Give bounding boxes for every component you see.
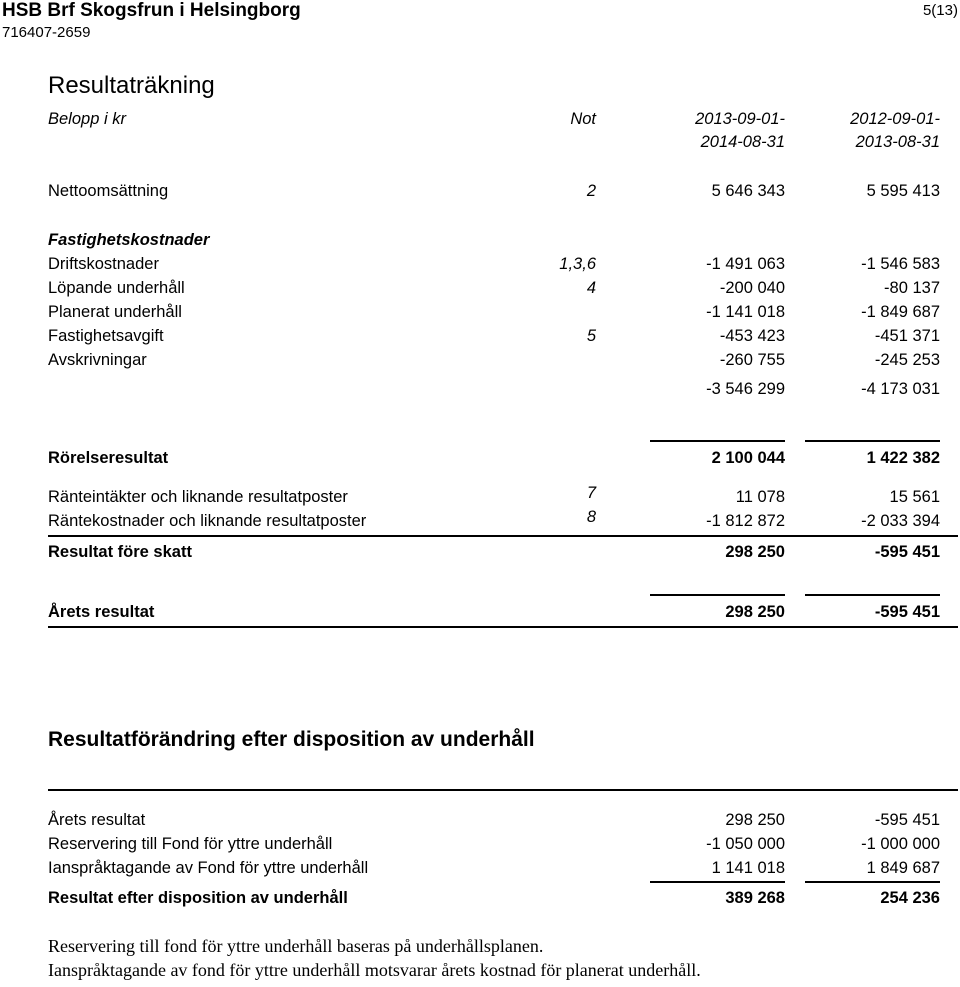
row-value-period2: -245 253 [874, 351, 940, 369]
row-value-period2: -451 371 [874, 327, 940, 345]
row-value-period2: 1 849 687 [866, 859, 940, 877]
organization-number: 716407-2659 [2, 24, 91, 41]
divider-line [48, 626, 958, 628]
column-header-period1-end: 2014-08-31 [700, 133, 785, 151]
row-value-period2: -1 546 583 [861, 255, 940, 273]
row-value-period2: 254 236 [880, 889, 940, 907]
row-value-period1: 2 100 044 [711, 449, 785, 467]
column-header-amount: Belopp i kr [48, 110, 126, 128]
row-note: 5 [586, 327, 596, 345]
section-heading-fastighetskostnader: Fastighetskostnader [48, 231, 210, 249]
row-label: Årets resultat [48, 811, 146, 829]
row-note: 4 [586, 279, 596, 297]
row-label: Planerat underhåll [48, 303, 182, 321]
footnote-ianspraktagande: Ianspråktagande av fond för yttre underhåll motsvarar årets kostnad för planerat underhåll. [48, 960, 701, 980]
row-value-period1: -1 141 018 [706, 303, 785, 321]
subtotal-period2: -4 173 031 [861, 380, 940, 398]
row-label: Fastighetsavgift [48, 327, 164, 345]
row-value-period2: -595 451 [874, 603, 940, 621]
row-label: Ränteintäkter och liknande resultatposter [48, 488, 348, 506]
row-note: 8 [586, 508, 596, 526]
row-label: Reservering till Fond för yttre underhåll [48, 835, 333, 853]
row-value-period1: -1 491 063 [706, 255, 785, 273]
row-value-period2: -1 849 687 [861, 303, 940, 321]
row-label: Resultat före skatt [48, 543, 192, 561]
row-value-period1: -1 050 000 [706, 835, 785, 853]
row-label: Löpande underhåll [48, 279, 185, 297]
row-label: Driftskostnader [48, 255, 159, 273]
divider-line [805, 440, 940, 442]
row-note: 1,3,6 [559, 255, 596, 273]
row-label: Ianspråktagande av Fond för yttre underhåll [48, 859, 369, 877]
row-label: Rörelseresultat [48, 449, 169, 467]
page-number: 5(13) [922, 2, 958, 19]
organization-name: HSB Brf Skogsfrun i Helsingborg [2, 0, 301, 21]
row-value-period2: -595 451 [874, 811, 940, 829]
divider-line [48, 789, 958, 791]
section-heading-disposition: Resultatförändring efter disposition av underhåll [48, 728, 535, 751]
row-value-period2: -2 033 394 [861, 512, 940, 530]
row-value-period2: 1 422 382 [866, 449, 940, 467]
row-label: Nettoomsättning [48, 182, 169, 200]
row-value-period1: 298 250 [725, 603, 785, 621]
row-value-period1: -260 755 [719, 351, 785, 369]
column-header-period1-start: 2013-09-01- [695, 110, 785, 128]
row-value-period2: -80 137 [884, 279, 940, 297]
row-value-period1: 11 078 [735, 488, 785, 506]
row-value-period2: 5 595 413 [866, 182, 940, 200]
page-title: Resultaträkning [48, 72, 215, 99]
column-header-note: Not [570, 110, 596, 128]
row-value-period1: -453 423 [719, 327, 785, 345]
row-value-period2: -1 000 000 [861, 835, 940, 853]
row-note: 2 [586, 182, 596, 200]
divider-line [805, 594, 940, 596]
row-value-period2: -595 451 [874, 543, 940, 561]
row-value-period1: -200 040 [719, 279, 785, 297]
row-note: 7 [586, 484, 596, 502]
column-header-period2-end: 2013-08-31 [855, 133, 940, 151]
footnote-reservering: Reservering till fond för yttre underhåll baseras på underhållsplanen. [48, 936, 544, 956]
row-value-period1: 298 250 [725, 543, 785, 561]
row-value-period1: 5 646 343 [711, 182, 785, 200]
row-value-period1: 298 250 [725, 811, 785, 829]
row-value-period1: 1 141 018 [711, 859, 785, 877]
divider-line [650, 594, 785, 596]
divider-line [650, 881, 785, 883]
column-header-period2-start: 2012-09-01- [850, 110, 940, 128]
row-value-period1: -1 812 872 [706, 512, 785, 530]
subtotal-period1: -3 546 299 [706, 380, 785, 398]
divider-line [650, 440, 785, 442]
row-label: Avskrivningar [48, 351, 147, 369]
row-label: Resultat efter disposition av underhåll [48, 889, 348, 907]
divider-line [48, 535, 958, 537]
row-label: Räntekostnader och liknande resultatposter [48, 512, 367, 530]
divider-line [805, 881, 940, 883]
row-label: Årets resultat [48, 603, 155, 621]
row-value-period1: 389 268 [725, 889, 785, 907]
row-value-period2: 15 561 [889, 488, 940, 506]
